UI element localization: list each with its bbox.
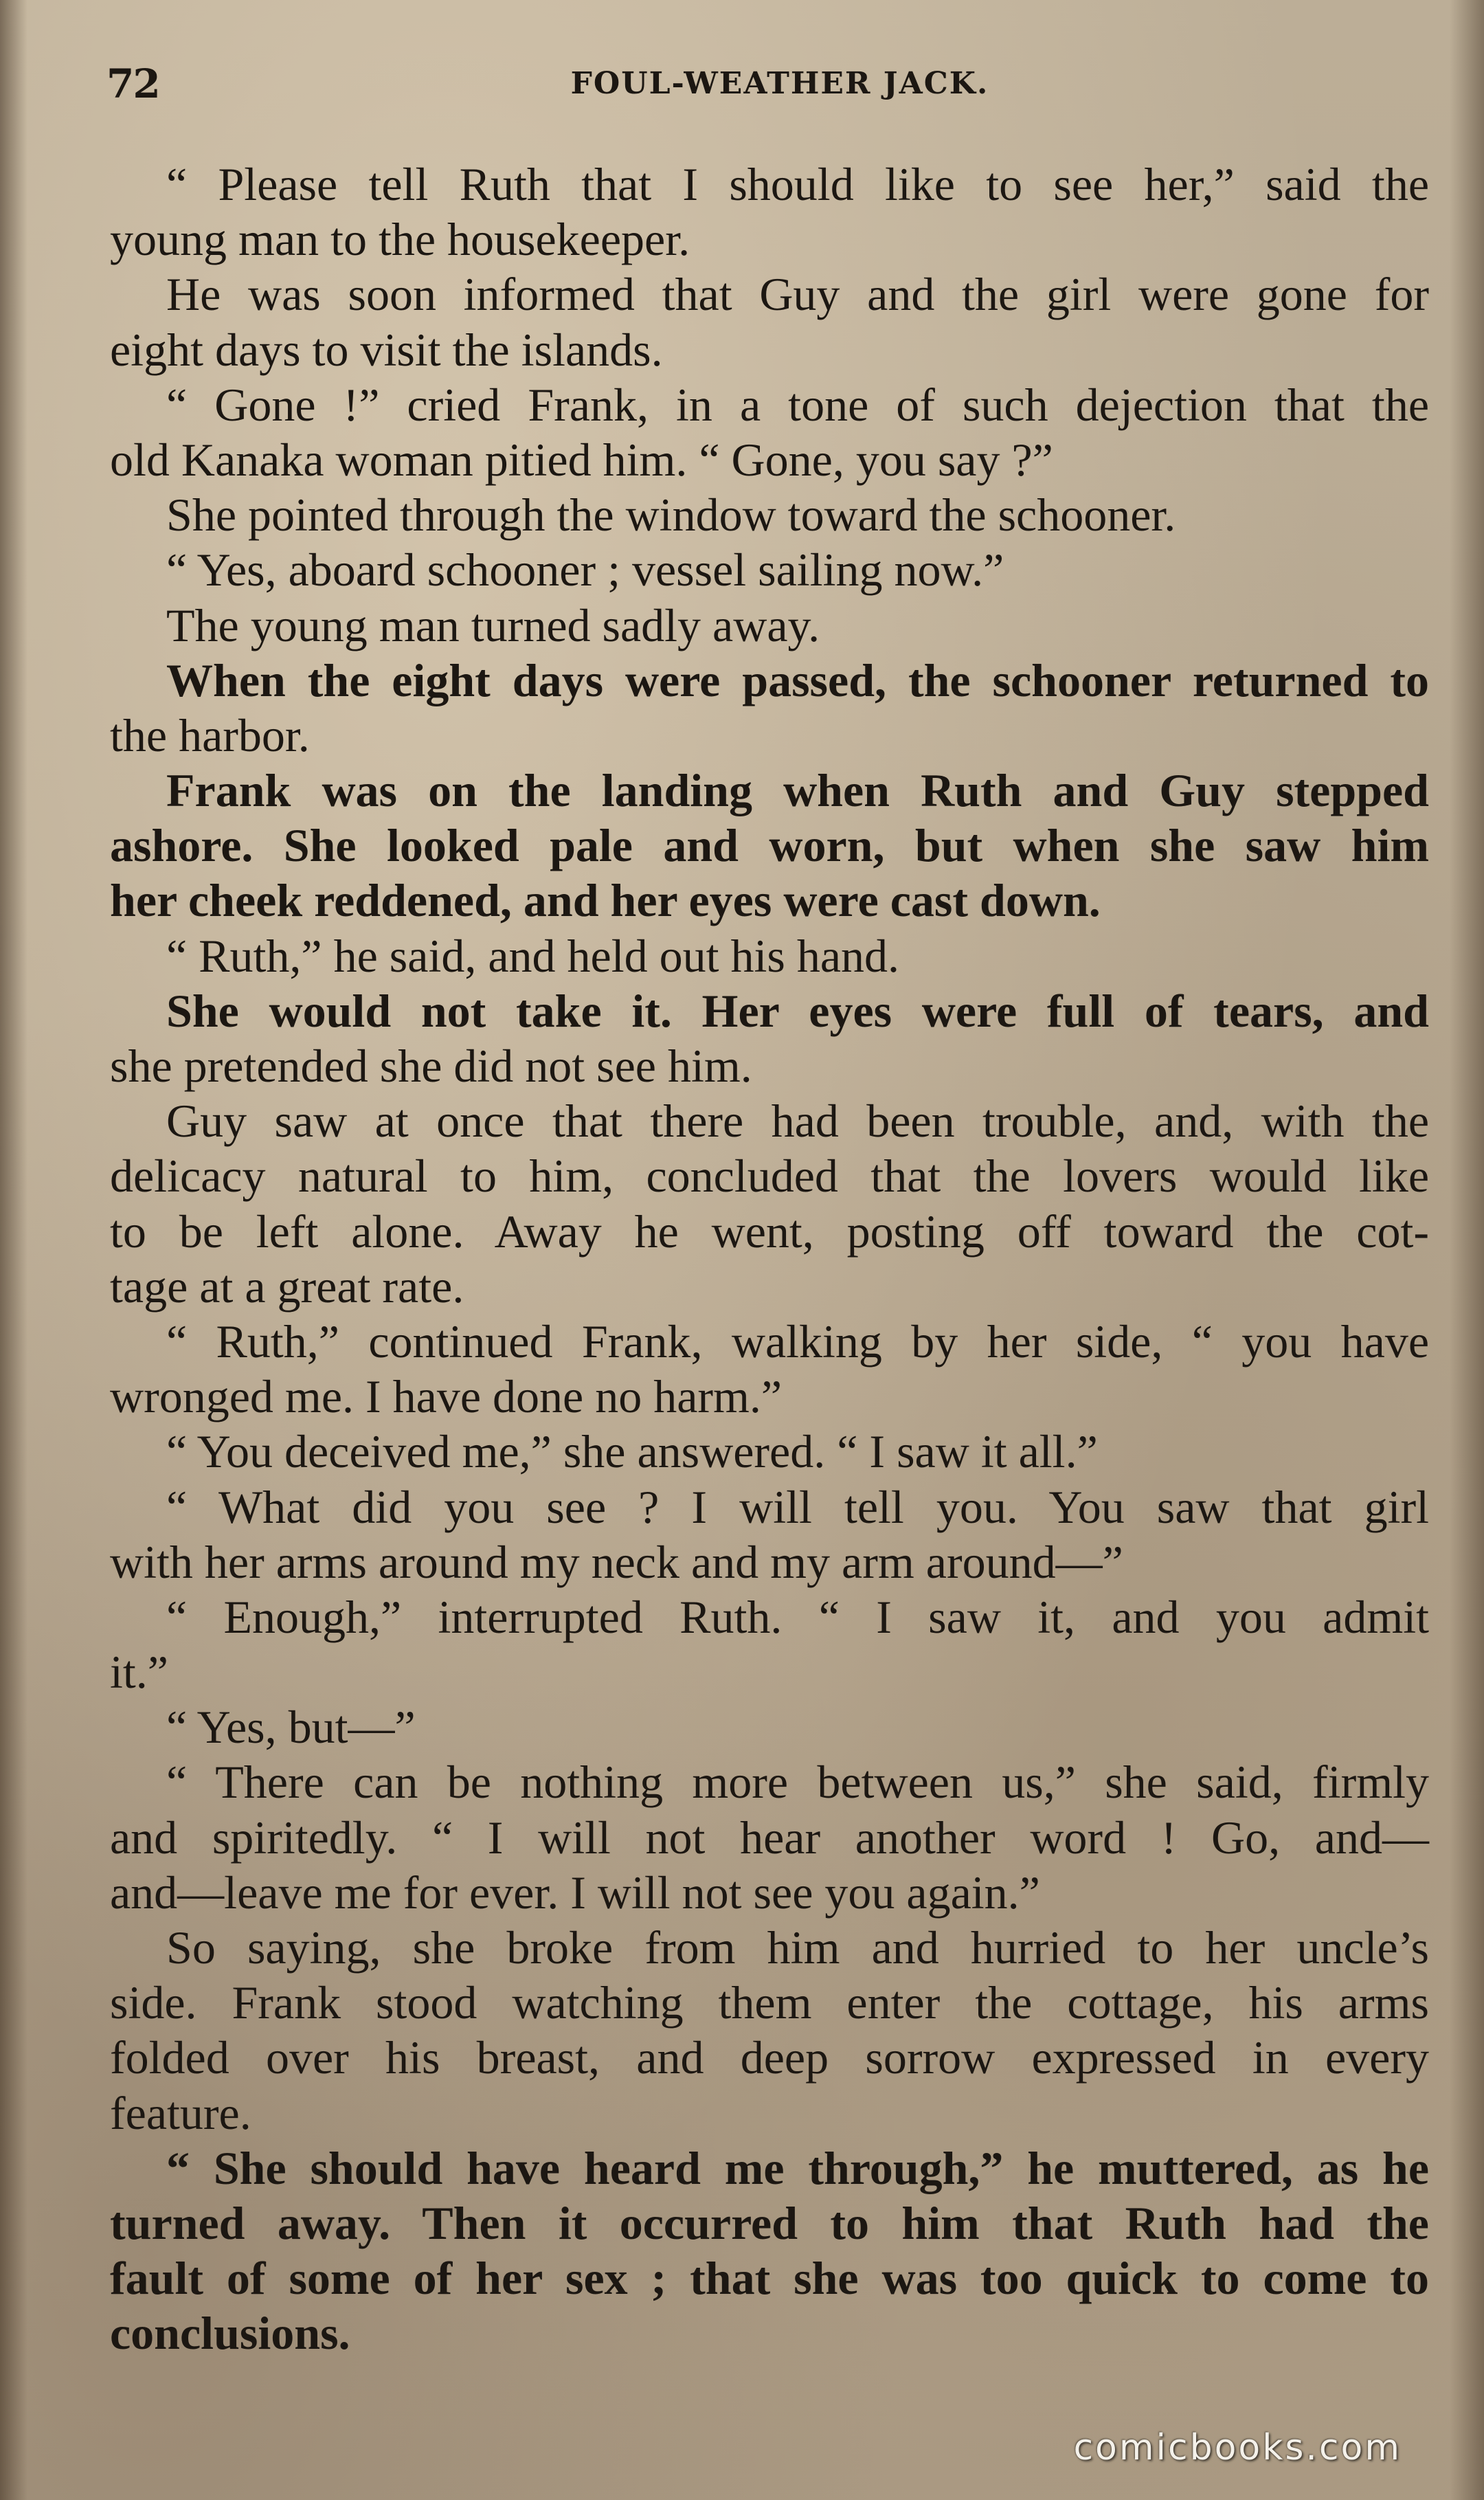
text-line: and—leave me for ever. I will not see you again.” xyxy=(110,1866,1040,1919)
text-line: eight days to visit the islands. xyxy=(110,323,663,376)
text-line: “ Ruth,” he said, and held out his hand. xyxy=(166,929,900,982)
text-line: He was soon informed that Guy and the girl were gone for xyxy=(166,268,1429,321)
text-line: “ Yes, but—” xyxy=(166,1701,416,1754)
watermark-text: comicbooks.com xyxy=(1073,2427,1402,2468)
text-line: The young man turned sadly away. xyxy=(166,599,820,651)
text-line: fault of some of her sex ; that she was too quick to come to xyxy=(110,2252,1429,2305)
text-line: delicacy natural to him, concluded that the lovers would like xyxy=(110,1150,1429,1203)
text-line: “ What did you see ? I will tell you. You saw that girl xyxy=(166,1480,1429,1533)
text-line: Guy saw at once that there had been trouble, and, with the xyxy=(166,1095,1429,1148)
text-line: ashore. She looked pale and worn, but when she saw him xyxy=(110,819,1429,872)
text-line: with her arms around my neck and my arm around—” xyxy=(110,1535,1123,1588)
text-line: So saying, she broke from him and hurried to her uncle’s xyxy=(166,1921,1429,1974)
text-line: it.” xyxy=(110,1646,168,1699)
text-line: She would not take it. Her eyes were full of tears, and xyxy=(166,984,1429,1037)
text-line: “ Yes, aboard schooner ; vessel sailing now.” xyxy=(166,544,1004,596)
text-line: the harbor. xyxy=(110,708,310,761)
text-line: side. Frank stood watching them enter the cottage, his arms xyxy=(110,1976,1429,2029)
text-line: When the eight days were passed, the schooner returned to xyxy=(166,654,1429,706)
text-line: “ Gone !” cried Frank, in a tone of such dejection that the xyxy=(166,378,1429,431)
text-line: tage at a great rate. xyxy=(110,1260,464,1313)
text-line: wronged me. I have done no harm.” xyxy=(110,1370,783,1423)
text-line: “ Ruth,” continued Frank, walking by her side, “ you have xyxy=(166,1315,1429,1368)
text-line: “ You deceived me,” she answered. “ I saw it all.” xyxy=(166,1425,1098,1478)
text-line: young man to the housekeeper. xyxy=(110,213,690,266)
text-line: “ Please tell Ruth that I should like to see her,” said the xyxy=(166,158,1429,210)
text-line: her cheek reddened, and her eyes were cast down. xyxy=(110,874,1101,927)
text-line: turned away. Then it occurred to him that Ruth had the xyxy=(110,2196,1429,2249)
text-line: folded over his breast, and deep sorrow expressed in every xyxy=(110,2031,1429,2084)
text-line: to be left alone. Away he went, posting off toward the cot- xyxy=(110,1205,1429,1258)
text-line: “ Enough,” interrupted Ruth. “ I saw it, and you admit xyxy=(166,1590,1429,1643)
text-line: “ She should have heard me through,” he muttered, as he xyxy=(166,2141,1429,2194)
text-line: and spiritedly. “ I will not hear another word ! Go, and— xyxy=(110,1811,1429,1864)
page-number: 72 xyxy=(106,60,159,107)
text-line: She pointed through the window toward the schooner. xyxy=(166,489,1176,542)
page-edge-shadow-left xyxy=(0,0,27,2500)
page-edge-shadow-right xyxy=(1450,0,1484,2500)
text-line: feature. xyxy=(110,2086,251,2139)
running-head xyxy=(106,56,1412,111)
text-line: conclusions. xyxy=(110,2307,350,2360)
body-text xyxy=(110,157,1429,2361)
text-line: “ There can be nothing more between us,” she said, firmly xyxy=(166,1756,1429,1809)
text-line: old Kanaka woman pitied him. “ Gone, you say ?” xyxy=(110,433,1053,486)
running-title: FOUL-WEATHER JACK. xyxy=(570,66,989,101)
text-line: she pretended she did not see him. xyxy=(110,1040,752,1092)
text-line: Frank was on the landing when Ruth and Guy stepped xyxy=(166,764,1429,817)
